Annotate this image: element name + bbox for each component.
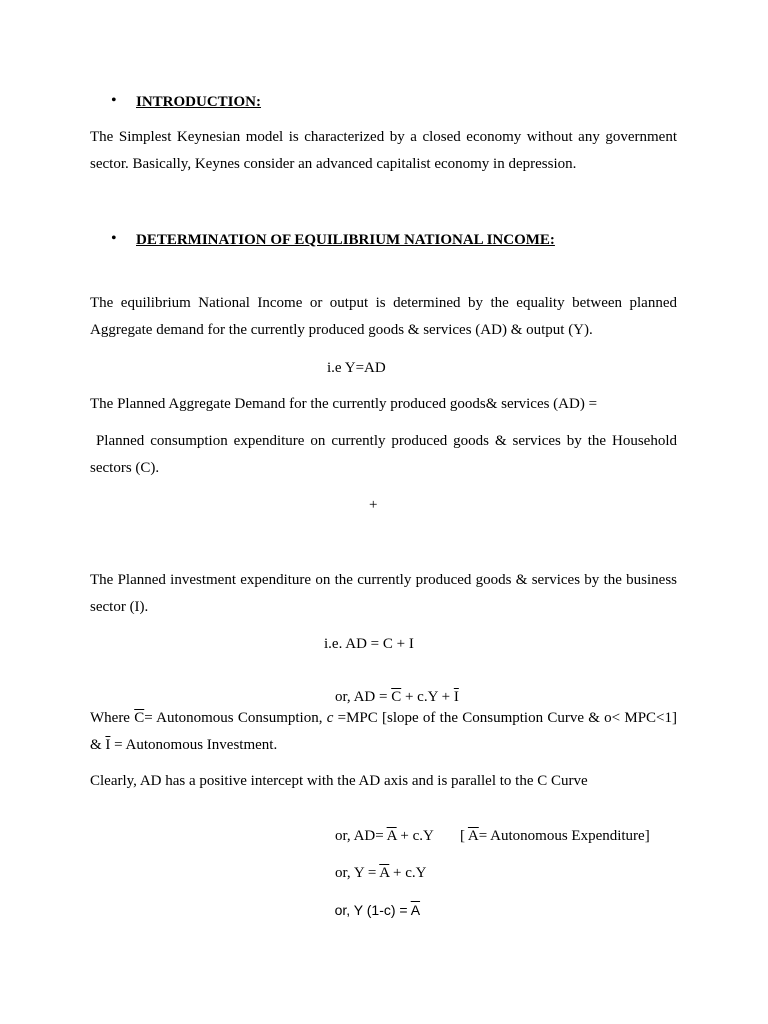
eq6-prefix: or, Y (1-c) = bbox=[334, 902, 411, 918]
planned-ad-paragraph: The Planned Aggregate Demand for the currently produced goods& services (AD) = bbox=[90, 396, 598, 412]
heading-determination: DETERMINATION OF EQUILIBRIUM NATIONAL INCOME: bbox=[136, 232, 555, 248]
c-bar: $\overline{C}$ bbox=[391, 689, 402, 705]
heading-introduction: INTRODUCTION: bbox=[136, 94, 262, 110]
eq5-prefix: or, Y = bbox=[335, 865, 380, 881]
eq4-bracket-text: = Autonomous Expenditure] bbox=[478, 828, 650, 844]
eq4-bracket-prefix: [ bbox=[460, 828, 468, 844]
where-c-bar: $\overline{C}$ bbox=[134, 710, 145, 726]
where-prefix: Where bbox=[90, 710, 135, 726]
where-c-italic: c bbox=[326, 710, 334, 726]
equilibrium-paragraph: The equilibrium National Income or output is determined by the equality between planned Aggregate demand for the currently produced goods & services (AD) & output (Y). bbox=[90, 295, 677, 338]
where-text3: = Autonomous Investment. bbox=[110, 737, 278, 753]
eq6-a-bar: $\overline{A}$ bbox=[410, 902, 421, 918]
where-text2: =MPC [slope of the Consumption Curve & o< MPC<1] & bbox=[90, 710, 681, 753]
bullet-introduction: • bbox=[111, 92, 117, 109]
equation-y-equals-ad: i.e Y=AD bbox=[327, 360, 386, 376]
i-bar: $\overline{I}$ bbox=[453, 689, 459, 705]
eq4-middle: + c.Y bbox=[396, 828, 434, 844]
eq4-a-bar2: $\overline{A}$ bbox=[467, 828, 479, 844]
eq4-a-bar: $\overline{A}$ bbox=[386, 828, 397, 844]
equation-ad-c-plus-i: i.e. AD = C + I bbox=[324, 636, 414, 652]
eq3-prefix: or, AD = bbox=[335, 689, 392, 705]
autonomous-expenditure-note bbox=[445, 811, 650, 862]
consumption-paragraph: Planned consumption expenditure on currently produced goods & services by the Household sectors (C). bbox=[90, 433, 681, 476]
eq5-suffix: + c.Y bbox=[389, 865, 427, 881]
intercept-paragraph: Clearly, AD has a positive intercept with the AD axis and is parallel to the C Curve bbox=[90, 773, 588, 789]
where-text1: = Autonomous Consumption, bbox=[144, 710, 327, 726]
investment-paragraph: The Planned investment expenditure on the currently produced goods & services by the business sector (I). bbox=[90, 572, 677, 615]
plus-sign: + bbox=[369, 497, 378, 513]
eq3-middle: + c.Y + bbox=[401, 689, 454, 705]
where-i-bar: $\overline{I}$ bbox=[105, 737, 111, 753]
equation-y-one-minus-c bbox=[319, 886, 420, 934]
introduction-paragraph: The Simplest Keynesian model is characterized by a closed economy without any government sector. Basically, Keynes consider an advanced capitalist economy in depression. bbox=[90, 129, 677, 172]
bullet-determination: • bbox=[111, 230, 117, 247]
eq4-prefix: or, AD= bbox=[335, 828, 387, 844]
where-paragraph bbox=[90, 705, 681, 759]
eq5-a-bar: $\overline{A}$ bbox=[379, 865, 390, 881]
